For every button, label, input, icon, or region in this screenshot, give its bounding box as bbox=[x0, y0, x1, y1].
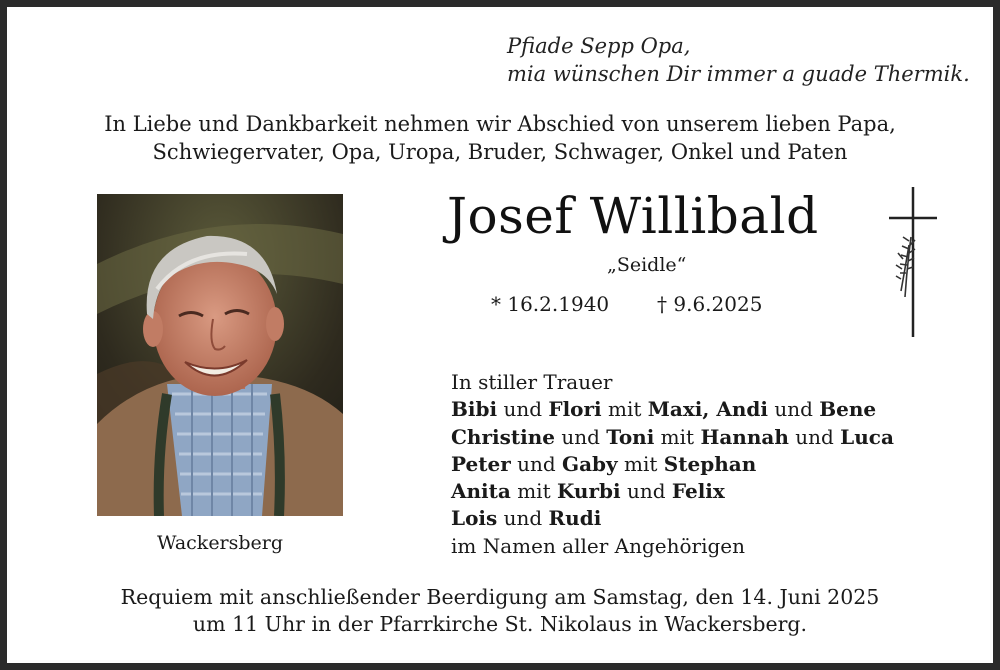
portrait-photo bbox=[97, 194, 343, 516]
obituary-card bbox=[7, 7, 993, 663]
cross-with-wheat-icon bbox=[887, 187, 939, 347]
mourner-name: Christine bbox=[451, 424, 555, 449]
mourner-name: Luca bbox=[840, 424, 894, 449]
mourners-heading: In stiller Trauer bbox=[451, 370, 613, 394]
mourner-lines bbox=[451, 396, 894, 532]
mourner-name: Bene bbox=[819, 397, 877, 422]
death-date: † 9.6.2025 bbox=[657, 292, 763, 316]
connector-text: und bbox=[620, 479, 672, 504]
mourner-line bbox=[451, 478, 894, 505]
deceased-name: Josef Willibald bbox=[447, 187, 819, 245]
intro-text bbox=[7, 110, 993, 166]
connector-text: mit bbox=[601, 397, 648, 422]
mourner-name: Anita bbox=[451, 479, 511, 504]
mourner-line bbox=[451, 451, 894, 478]
connector-text: mit bbox=[617, 451, 664, 476]
service-line-2: um 11 Uhr in der Pfarrkirche St. Nikolaus in Wackersberg. bbox=[192, 612, 808, 636]
mourner-name: Maxi, Andi bbox=[647, 397, 768, 422]
residence-place: Wackersberg bbox=[156, 532, 284, 554]
mourner-name: Bibi bbox=[451, 397, 498, 422]
intro-line-1: In Liebe und Dankbarkeit nehmen wir Abschied von unserem lieben Papa, bbox=[104, 112, 896, 136]
mourner-name: Peter bbox=[451, 451, 511, 476]
mourner-name: Flori bbox=[548, 397, 602, 422]
mourners-list bbox=[451, 369, 894, 560]
mourners-closing: im Namen aller Angehörigen bbox=[451, 533, 746, 558]
connector-text: und bbox=[510, 451, 563, 476]
connector-text: mit bbox=[510, 479, 557, 504]
motto-line-2: mia wünschen Dir immer a guade Thermik. bbox=[507, 62, 970, 86]
mourner-name: Kurbi bbox=[556, 479, 621, 504]
connector-text: mit bbox=[654, 424, 701, 449]
service-announcement bbox=[7, 584, 993, 638]
mourner-name: Hannah bbox=[700, 424, 789, 449]
deceased-nickname: „Seidle“ bbox=[607, 254, 687, 276]
mourner-line bbox=[451, 424, 894, 451]
motto bbox=[507, 32, 970, 88]
connector-text: und bbox=[497, 506, 549, 531]
mourner-name: Rudi bbox=[548, 506, 602, 531]
mourner-name: Gaby bbox=[562, 451, 618, 476]
birth-date: * 16.2.1940 bbox=[491, 292, 610, 316]
intro-line-2: Schwiegervater, Opa, Uropa, Bruder, Schwager, Onkel und Paten bbox=[152, 140, 848, 164]
connector-text: und bbox=[497, 397, 549, 422]
mourner-name: Felix bbox=[671, 479, 725, 504]
mourner-name: Stephan bbox=[663, 451, 757, 476]
mourner-line bbox=[451, 505, 894, 532]
service-line-1: Requiem mit anschließender Beerdigung am Samstag, den 14. Juni 2025 bbox=[120, 585, 880, 609]
mourner-line bbox=[451, 396, 894, 423]
motto-line-1: Pfiade Sepp Opa, bbox=[507, 34, 691, 58]
mourner-name: Lois bbox=[451, 506, 498, 531]
mourner-name: Toni bbox=[606, 424, 655, 449]
connector-text: und bbox=[788, 424, 841, 449]
connector-text: und bbox=[767, 397, 820, 422]
connector-text: und bbox=[554, 424, 607, 449]
